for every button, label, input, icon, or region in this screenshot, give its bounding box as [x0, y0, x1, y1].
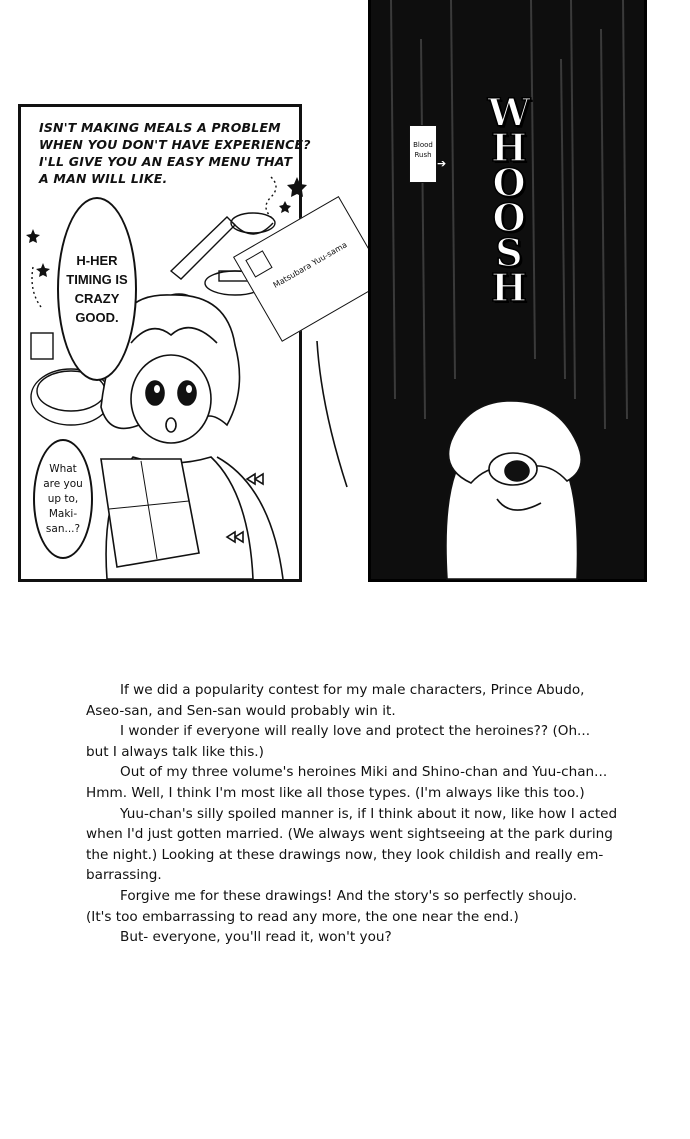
afterword-line: the night.) Looking at these drawings now, they look childish and really em- [86, 846, 604, 863]
afterword-line: But- everyone, you'll read it, won't you? [120, 929, 392, 946]
afterword-line: Hmm. Well, I think I'm most like all those types. (I'm always like this too.) [86, 784, 585, 801]
manga-panel-right [368, 0, 647, 582]
label-line: Rush [414, 151, 432, 159]
manga-panel-left [18, 104, 349, 582]
sfx-letter: O [492, 160, 526, 205]
bubble-line: Maki- [48, 507, 78, 520]
sfx-letter: H [491, 265, 527, 310]
afterword-line: Yuu-chan's silly spoiled manner is, if I think about it now, like how I acted [120, 805, 618, 822]
afterword-line: (It's too embarrassing to read any more, the one near the end.) [86, 908, 519, 925]
afterword-line: barrassing. [86, 867, 162, 884]
sfx-letter: W [487, 90, 531, 135]
bubble-line: TIMING IS [66, 272, 128, 287]
narration-line: ISN'T MAKING MEALS A PROBLEM [39, 120, 281, 135]
afterword-line: but I always talk like this.) [86, 743, 264, 760]
bubble-line: are you [43, 477, 83, 490]
afterword-line: Aseo-san, and Sen-san would probably win it. [86, 702, 396, 719]
afterword-line: when I'd just gotten married. (We always went sightseeing at the park during [86, 826, 613, 843]
afterword-text [86, 680, 626, 948]
narration-line: WHEN YOU DON'T HAVE EXPERIENCE? [39, 137, 311, 152]
bubble-line: GOOD. [75, 310, 119, 325]
afterword-line: Forgive me for these drawings! And the story's so perfectly shoujo. [120, 887, 577, 904]
bubble-line: up to, [47, 492, 79, 505]
sfx-letter: H [491, 125, 527, 170]
afterword-line: Out of my three volume's heroines Miki and Shino-chan and Yuu-chan... [120, 764, 608, 781]
afterword-line: If we did a popularity contest for my male characters, Prince Abudo, [120, 682, 585, 698]
narration-line: A MAN WILL LIKE. [39, 171, 168, 186]
bubble-line: What [49, 462, 77, 475]
bubble-line: san...? [45, 522, 81, 535]
arrow-right-icon: ➔ [437, 157, 447, 170]
speech-bubble-maki [33, 439, 93, 559]
afterword-line: I wonder if everyone will really love and protect the heroines?? (Oh... [120, 723, 591, 740]
whoosh-sound-effect [483, 90, 553, 310]
bubble-line: CRAZY [74, 291, 120, 306]
narration-caption [39, 119, 311, 187]
sfx-letter: O [492, 195, 526, 240]
sfx-letter: S [495, 230, 523, 275]
blood-rush-label [409, 125, 437, 183]
label-line: Blood [413, 141, 433, 149]
speech-bubble-timing [57, 197, 137, 381]
bubble-line: H-HER [76, 253, 118, 268]
postage-stamp [245, 250, 272, 277]
letter-address: Matsubara Yuu-sama [271, 240, 349, 290]
narration-line: I'LL GIVE YOU AN EASY MENU THAT [39, 154, 293, 169]
